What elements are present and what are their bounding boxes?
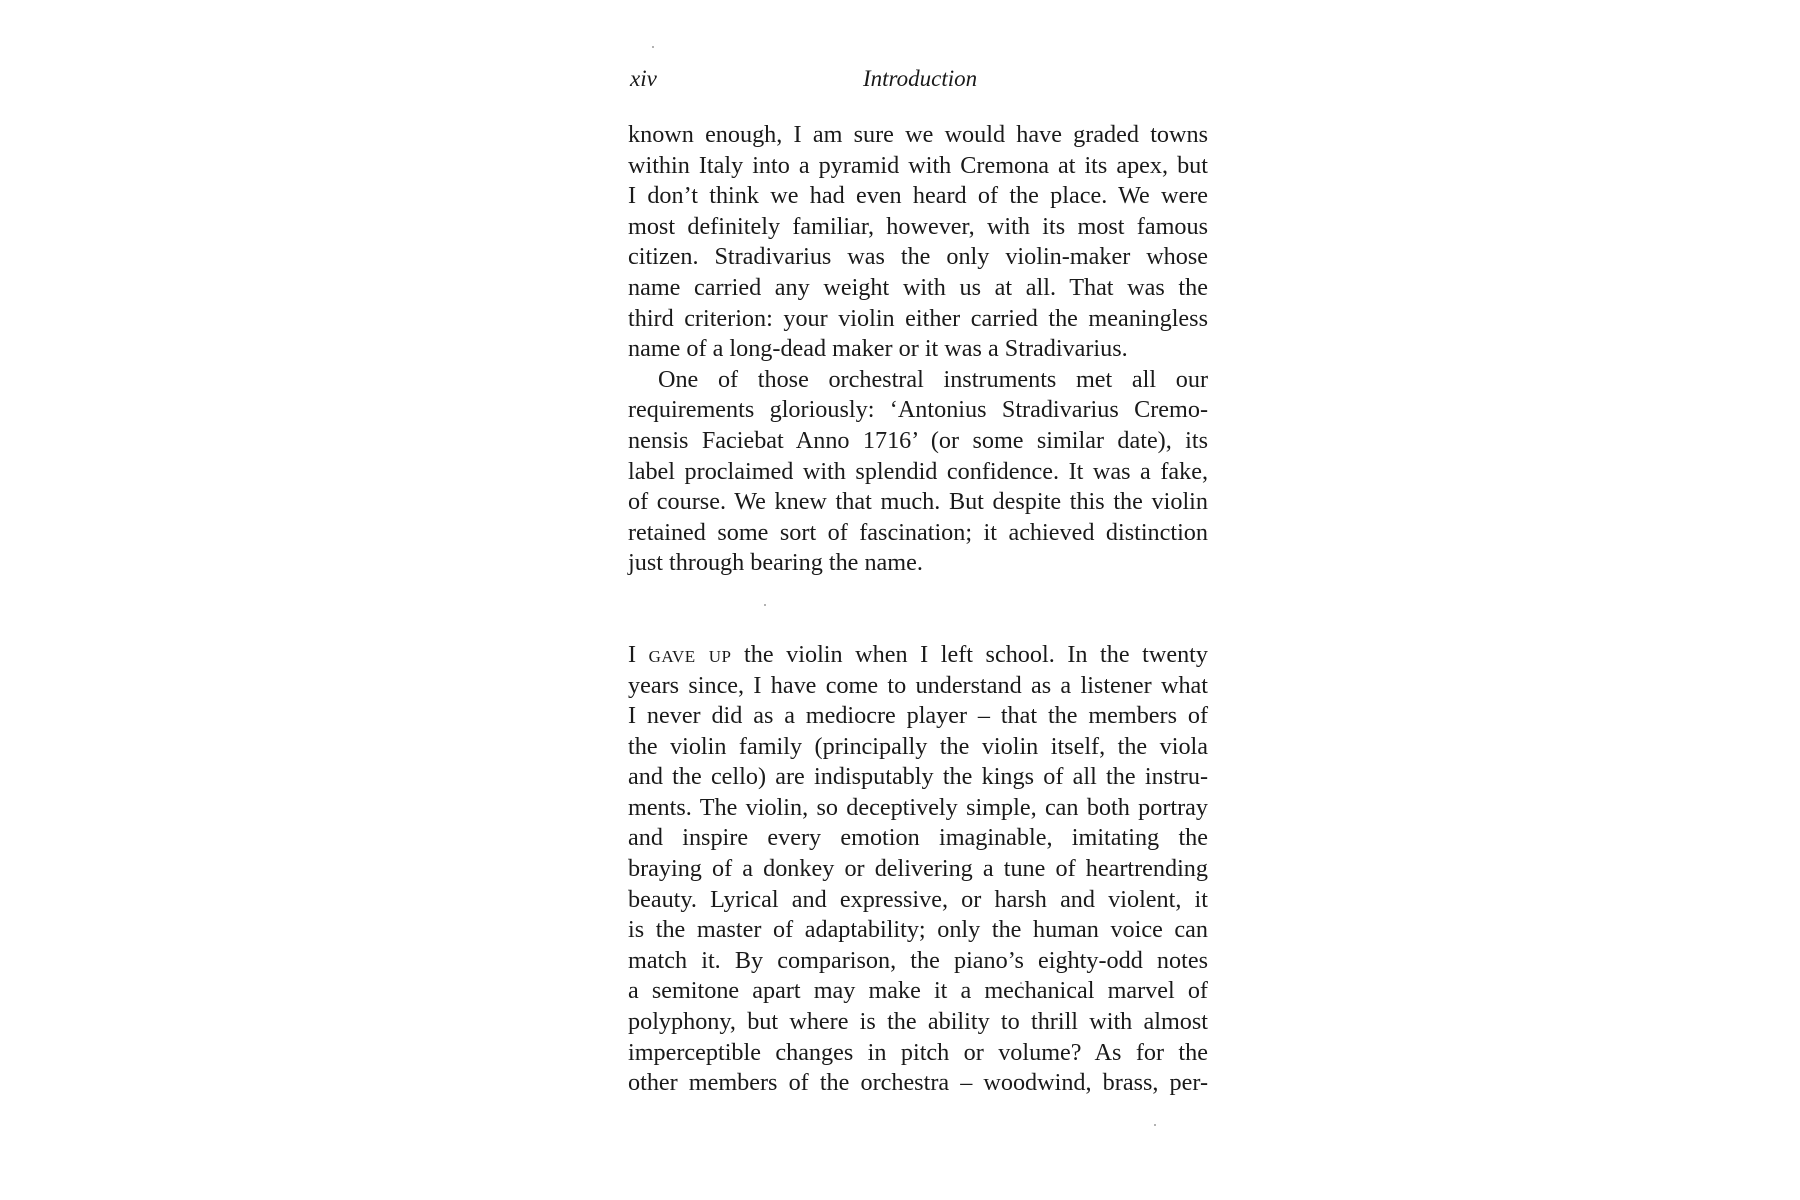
- text-line: and inspire every emotion imaginable, imitating the: [628, 824, 1208, 852]
- text-line: third criterion: your violin either carried the meaningless: [628, 304, 1208, 332]
- text-line: other members of the orchestra – woodwind, brass, per-: [628, 1069, 1208, 1097]
- text-line: match it. By comparison, the piano’s eighty-odd notes: [628, 946, 1208, 974]
- text-line: known enough, I am sure we would have graded towns: [628, 121, 1208, 148]
- text-line: One of those orchestral instruments met all our: [658, 365, 1208, 393]
- text-line: requirements gloriously: ‘Antonius Stradivarius Cremo-: [628, 396, 1208, 424]
- running-head: Introduction: [863, 66, 978, 91]
- lead-smallcaps: gave up: [648, 640, 732, 668]
- paragraph-2: [628, 365, 1208, 579]
- text-line: ments. The violin, so deceptively simple, can both portray: [628, 793, 1208, 821]
- text-line: citizen. Stradivarius was the only violin-maker whose: [628, 243, 1208, 271]
- text-line: nensis Faciebat Anno 1716’ (or some similar date), its: [628, 426, 1208, 454]
- page-header: [628, 58, 1208, 98]
- text-line: polyphony, but where is the ability to thrill with almost: [628, 1008, 1208, 1036]
- body-text: [628, 120, 1208, 1099]
- text-line: imperceptible changes in pitch or volume? As for the: [628, 1038, 1208, 1066]
- text-line: label proclaimed with splendid confidence. It was a fake,: [628, 457, 1208, 485]
- text-line: name of a long-dead maker or it was a Stradivarius.: [628, 335, 1128, 363]
- scan-speck: [1154, 1124, 1156, 1126]
- text-line: I don’t think we had even heard of the place. We were: [628, 182, 1208, 210]
- text-line: of course. We knew that much. But despite this the violin: [628, 488, 1208, 516]
- text-line: beauty. Lyrical and expressive, or harsh and violent, it: [628, 885, 1208, 913]
- text-line: I never did as a mediocre player – that the members of: [628, 702, 1208, 730]
- text-line: just through bearing the name.: [628, 549, 923, 577]
- paragraph-1: [628, 120, 1208, 365]
- scan-speck: [652, 46, 654, 48]
- text-line-first: [628, 640, 1208, 671]
- text-line: most definitely familiar, however, with its most famous: [628, 212, 1208, 240]
- text-line: years since, I have come to understand as a listener what: [628, 671, 1208, 699]
- first-line-rest: the violin when I left school. In the twenty: [744, 640, 1208, 668]
- text-line: is the master of adaptability; only the human voice can: [628, 916, 1208, 944]
- text-line: name carried any weight with us at all. That was the: [628, 273, 1208, 301]
- paragraph-3: [628, 640, 1208, 1099]
- text-line: braying of a donkey or delivering a tune of heartrending: [628, 855, 1208, 883]
- book-page: [628, 58, 1208, 1099]
- text-line: a semitone apart may make it a mechanical marvel of: [628, 977, 1208, 1005]
- text-line: within Italy into a pyramid with Cremona at its apex, but: [628, 151, 1208, 179]
- text-line: and the cello) are indisputably the kings of all the instru-: [628, 763, 1208, 791]
- text-line: retained some sort of fascination; it achieved distinction: [628, 518, 1208, 546]
- section-break: [628, 579, 1208, 640]
- lead-word: I: [628, 640, 637, 668]
- text-line: the violin family (principally the violin itself, the viola: [628, 732, 1208, 760]
- page-number: xiv: [630, 66, 657, 91]
